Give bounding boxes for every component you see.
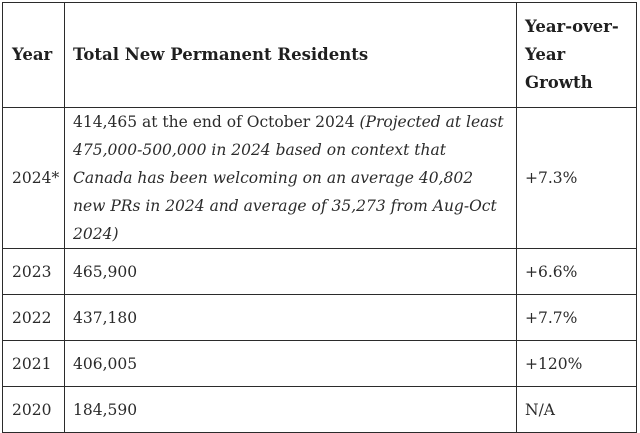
- year-column-header: Year: [3, 3, 65, 108]
- growth-cell: +6.6%: [517, 249, 637, 295]
- year-cell: 2024*: [3, 108, 65, 249]
- total-column-header: Total New Permanent Residents: [65, 3, 517, 108]
- total-cell: 465,900: [65, 249, 517, 295]
- total-value: 414,465 at the end of October 2024: [73, 113, 355, 131]
- year-cell: 2020: [3, 387, 65, 433]
- total-cell: 184,590: [65, 387, 517, 433]
- permanent-residents-table: [2, 2, 637, 433]
- table-row: [3, 295, 637, 341]
- growth-cell: +120%: [517, 341, 637, 387]
- table-row: [3, 108, 637, 249]
- total-cell: [65, 108, 517, 249]
- header-row: [3, 3, 637, 108]
- year-cell: 2022: [3, 295, 65, 341]
- table-row: [3, 387, 637, 433]
- table-row: [3, 249, 637, 295]
- projection-note: (Projected at least 475,000-500,000 in 2024 based on context that Canada has been welcoming on an average 40,802 new PRs in 2024 and average of 35,273 from Aug-Oct 2024): [73, 113, 504, 243]
- total-cell: 437,180: [65, 295, 517, 341]
- year-cell: 2023: [3, 249, 65, 295]
- table-row: [3, 341, 637, 387]
- growth-cell: N/A: [517, 387, 637, 433]
- growth-column-header: Year-over-Year Growth: [517, 3, 637, 108]
- total-cell: 406,005: [65, 341, 517, 387]
- year-cell: 2021: [3, 341, 65, 387]
- growth-cell: +7.3%: [517, 108, 637, 249]
- growth-cell: +7.7%: [517, 295, 637, 341]
